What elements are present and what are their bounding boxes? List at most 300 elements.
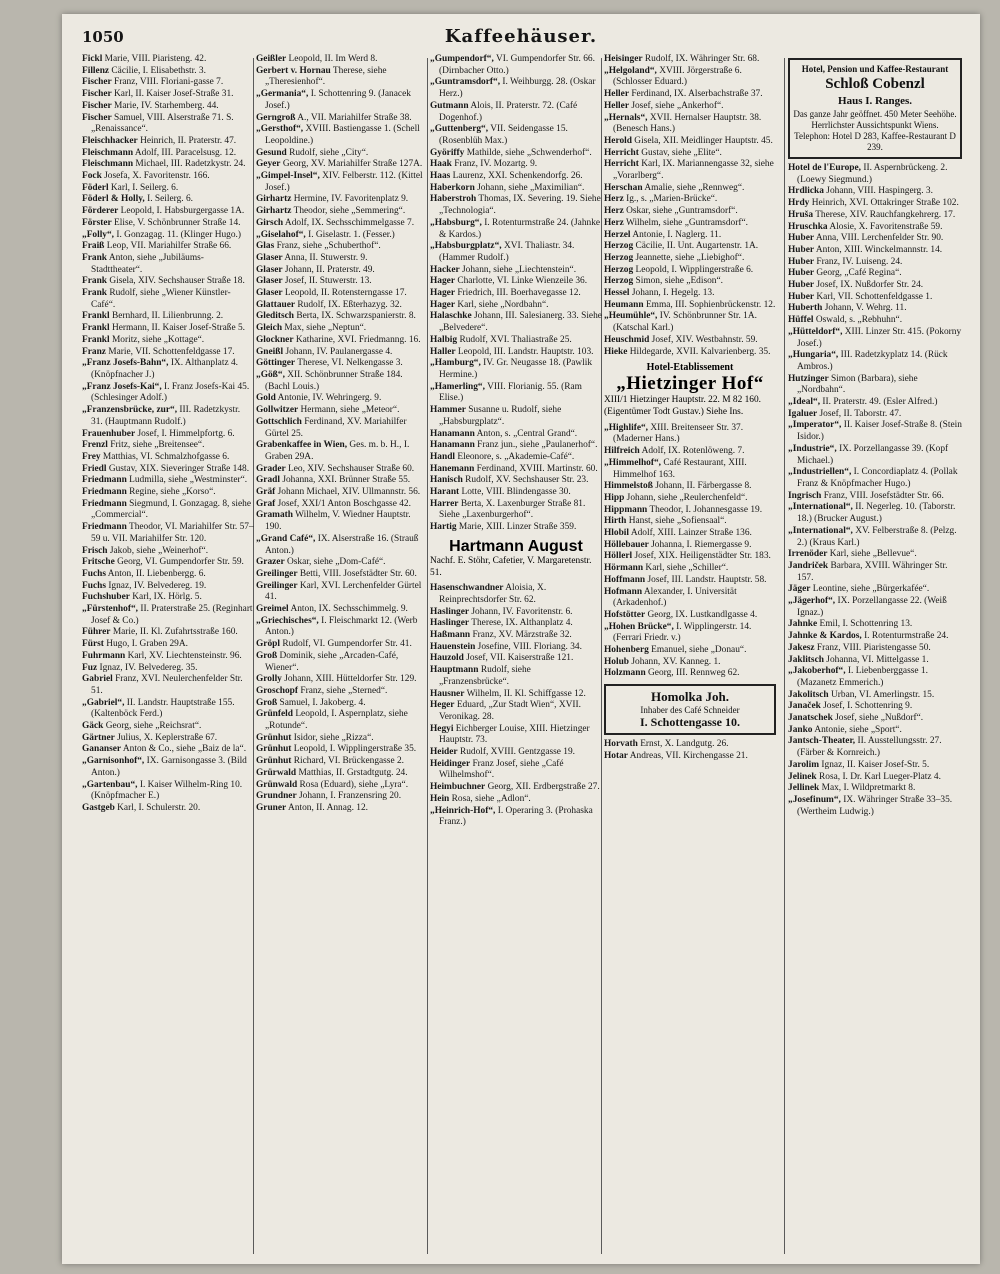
directory-entry bbox=[604, 751, 776, 763]
directory-entry bbox=[430, 759, 602, 782]
hartmann-advertisement bbox=[430, 538, 602, 579]
entry-details: Antonie, IV. Wehringerg. 9. bbox=[277, 393, 382, 404]
entry-details: I. Weihburgg. 28. (Oskar Herz.) bbox=[439, 77, 596, 100]
entry-name: Handl bbox=[430, 451, 456, 462]
directory-entry bbox=[788, 584, 962, 596]
entry-name: Hein bbox=[430, 793, 450, 804]
entry-details: Johann, XV. Kanneg. 1. bbox=[631, 656, 721, 667]
page-header bbox=[62, 14, 980, 54]
entry-name: Friedmann bbox=[82, 498, 127, 509]
entry-details: I. Schottenring 9. (Janacek Josef.) bbox=[265, 89, 411, 111]
ad-heading: Schloß Cobenzl bbox=[825, 76, 925, 92]
entry-name: Hanamann bbox=[430, 428, 475, 439]
entry-name: Frauenhuber bbox=[82, 428, 136, 439]
entry-name: Gold bbox=[256, 393, 276, 404]
entry-details: VIII. Florianig. 55. (Ram Elise.) bbox=[439, 381, 582, 404]
directory-entry bbox=[256, 370, 428, 393]
directory-entry bbox=[788, 374, 962, 397]
entry-details: Gisela, XIV. Sechshauser Straße 18. bbox=[109, 276, 245, 287]
ad-line: Inhaber des Café Schneider bbox=[640, 705, 740, 716]
entry-name: Harrer bbox=[430, 498, 459, 509]
entry-details: Josef, III. Landstr. Hauptstr. 58. bbox=[647, 574, 767, 585]
directory-entry bbox=[788, 327, 962, 350]
directory-entry bbox=[256, 253, 428, 265]
ad-line: Haus I. Ranges. bbox=[838, 95, 912, 107]
entry-name: Gräf bbox=[256, 487, 276, 498]
entry-name: „Hohen Brücke“, bbox=[604, 621, 674, 632]
entry-details: Anna, VIII. Lerchenfelder Str. 90. bbox=[815, 233, 944, 244]
entry-name: Hilfreich bbox=[604, 446, 640, 457]
entry-name: Herzog bbox=[604, 241, 634, 252]
directory-entry bbox=[82, 382, 254, 405]
entry-details: Friedrich, III. Boerhavegasse 12. bbox=[457, 288, 581, 299]
directory-entry bbox=[788, 713, 962, 725]
entry-details: Johann, III. Salesianerg. 33. Siehe „Belvedere“. bbox=[439, 311, 602, 334]
entry-name: Fock bbox=[82, 171, 102, 182]
directory-entry bbox=[604, 113, 776, 136]
entry-details: Josef, II. Stuwerstr. 13. bbox=[284, 276, 372, 287]
directory-entry bbox=[256, 218, 428, 230]
directory-entry bbox=[430, 300, 602, 312]
entry-name: Hutzinger bbox=[788, 373, 829, 384]
entry-details: Johann, XIII. Hütteldorfer Str. 129. bbox=[284, 674, 417, 685]
entry-details: Franz, XVI. Neulerchenfelder Str. 51. bbox=[91, 674, 243, 696]
entry-name: Gabriel bbox=[82, 674, 113, 685]
directory-entry bbox=[82, 113, 254, 136]
page-number: 1050 bbox=[82, 28, 124, 46]
entry-details: Franz, IV. Luiseng. 24. bbox=[816, 256, 903, 267]
entry-details: Katharine, XVI. Friedmanng. 16. bbox=[295, 334, 421, 345]
entry-details: Hermann, II. Kaiser Josef-Straße 5. bbox=[111, 323, 245, 334]
directory-entry bbox=[604, 183, 776, 195]
directory-entry bbox=[430, 583, 602, 606]
entry-name: Franz bbox=[82, 346, 106, 357]
entry-details: Anna, II. Stuwerstr. 9. bbox=[284, 252, 368, 263]
entry-details: Betti, VIII. Josefstädter Str. 60. bbox=[299, 568, 417, 579]
entry-details: Therese, siehe „Theresienhof“. bbox=[265, 65, 387, 88]
entry-name: Girsch bbox=[256, 217, 284, 228]
directory-entry bbox=[604, 194, 776, 206]
directory-entry bbox=[604, 253, 776, 265]
entry-name: Glockner bbox=[256, 334, 294, 345]
entry-name: Huber bbox=[788, 280, 815, 291]
entry-name: Hauptmann bbox=[430, 665, 479, 676]
directory-entry bbox=[788, 315, 962, 327]
entry-details: I. Operaring 3. (Prohaska Franz.) bbox=[439, 805, 593, 828]
entry-name: Haslinger bbox=[430, 618, 470, 629]
entry-details: IX. Porzellangasse 39. (Kopf Michael.) bbox=[797, 443, 949, 466]
directory-entry bbox=[82, 604, 254, 627]
entry-details: Rosa, I. Dr. Karl Lueger-Platz 4. bbox=[819, 771, 941, 782]
entry-details: Hanst, siehe „Sofiensaal“. bbox=[628, 516, 727, 527]
entry-name: Hörmann bbox=[604, 563, 644, 574]
directory-entry bbox=[604, 610, 776, 622]
directory-entry bbox=[256, 475, 428, 487]
entry-details: XIII. Breitenseer Str. 37. (Maderner Hans.) bbox=[613, 422, 744, 445]
entry-name: Frankl bbox=[82, 334, 110, 345]
ad-body: XIII/1 Hietzinger Hauptstr. 22. M 82 160. (Eigentümer Todt Gustav.) Siehe Ins. bbox=[604, 395, 762, 417]
entry-name: Holzmann bbox=[604, 668, 646, 679]
entry-details: Mathilde, siehe „Schwenderhof“. bbox=[466, 147, 592, 158]
entry-details: Theodor, siehe „Semmering“. bbox=[293, 206, 406, 217]
directory-entry bbox=[604, 136, 776, 148]
entry-name: Herzog bbox=[604, 264, 634, 275]
directory-entry bbox=[604, 159, 776, 182]
entry-name: Hohenberg bbox=[604, 645, 649, 656]
entry-name: Fickl bbox=[82, 54, 103, 64]
entry-name: Glattauer bbox=[256, 299, 296, 310]
entry-details: Rudolf, XVIII. Gentzgasse 19. bbox=[459, 747, 576, 758]
entry-name: „Highlife“, bbox=[604, 422, 649, 433]
directory-entry bbox=[430, 77, 602, 100]
entry-name: „Franz Josefs-Bahn“, bbox=[82, 358, 169, 369]
entry-details: I. Kaiser Wilhelm-Ring 10. (Knöpfmacher E.) bbox=[91, 779, 243, 802]
directory-entry bbox=[82, 674, 254, 697]
entry-details: I. Seilerg. 6. bbox=[147, 194, 194, 205]
directory-entry bbox=[604, 423, 776, 446]
directory-entry bbox=[430, 171, 602, 183]
entry-details: Matthias, II. Grstadtgutg. 24. bbox=[298, 767, 408, 778]
directory-entry bbox=[82, 136, 254, 148]
entry-details: Johann Michael, XIV. Ullmannstr. 56. bbox=[277, 487, 421, 498]
entry-name: Jahnke bbox=[788, 619, 818, 630]
directory-entry bbox=[82, 733, 254, 745]
entry-name: Frankl bbox=[82, 311, 110, 322]
entry-name: Gradl bbox=[256, 475, 280, 486]
directory-entry bbox=[430, 54, 602, 77]
entry-name: „International“, bbox=[788, 502, 853, 513]
directory-entry bbox=[788, 491, 962, 503]
entry-name: Fleischmann bbox=[82, 147, 134, 158]
directory-entry bbox=[82, 66, 254, 78]
directory-entry bbox=[82, 499, 254, 522]
directory-entry bbox=[788, 643, 962, 655]
entry-name: Gesund bbox=[256, 147, 287, 158]
entry-details: Cäcilie, II. Unt. Augartenstr. 1A. bbox=[635, 241, 759, 252]
directory-entry bbox=[256, 393, 428, 405]
entry-name: Herold bbox=[604, 135, 632, 146]
entry-details: Johann, V. Wehrg. 11. bbox=[824, 303, 907, 314]
entry-details: Charlotte, VI. Linke Wienzeile 36. bbox=[457, 276, 588, 287]
directory-entry bbox=[788, 444, 962, 467]
entry-details: Georg, XV. Mariahilfer Straße 127A. bbox=[282, 159, 423, 170]
entry-name: Grünfeld bbox=[256, 709, 293, 720]
entry-name: Hipp bbox=[604, 492, 625, 503]
entry-details: Josef, siehe „Ankerhof“. bbox=[631, 100, 724, 111]
entry-details: Adolf, XIII. Lainzer Straße 136. bbox=[630, 528, 752, 539]
entry-details: XIII. Linzer Str. 415. (Pokorny Josef.) bbox=[797, 326, 962, 349]
entry-details: Johann, siehe „Maximilian“. bbox=[477, 182, 585, 193]
directory-entry bbox=[788, 210, 962, 222]
entry-details: XVIII. Bastiengasse 1. (Schell Leopoldine.) bbox=[265, 124, 420, 146]
directory-entry bbox=[788, 736, 962, 759]
directory-entry bbox=[256, 487, 428, 499]
entry-details: Karl, II. Kaiser Josef-Straße 31. bbox=[114, 89, 234, 100]
entry-details: Josef, VII. Kaiserstraße 121. bbox=[466, 653, 574, 664]
entry-details: Rudolf, siehe „Franzensbrücke“. bbox=[439, 665, 531, 687]
entry-details: XVI. Thaliastr. 34. (Hammer Rudolf.) bbox=[439, 241, 575, 263]
entry-name: Föderl bbox=[82, 182, 109, 193]
entry-name: Gottschlich bbox=[256, 416, 302, 427]
entry-name: Heuschmid bbox=[604, 334, 650, 345]
entry-name: Jandriček bbox=[788, 560, 829, 571]
entry-name: „Hungaria“, bbox=[788, 350, 839, 361]
entry-name: Fuchs bbox=[82, 568, 106, 579]
directory-entry bbox=[604, 668, 776, 680]
entry-details: Karl, VII. Schottenfeldgasse 1. bbox=[816, 291, 933, 302]
entry-name: Huber bbox=[788, 291, 815, 302]
directory-entry bbox=[256, 686, 428, 698]
entry-details: Amalie, siehe „Rennweg“. bbox=[644, 182, 745, 193]
directory-entry bbox=[256, 709, 428, 732]
entry-details: Max, siehe „Neptun“. bbox=[284, 323, 367, 334]
directory-entry bbox=[430, 382, 602, 405]
directory-entry bbox=[256, 604, 428, 616]
directory-entry bbox=[430, 335, 602, 347]
entry-details: Gisela, XII. Meidlinger Hauptstr. 45. bbox=[634, 135, 773, 146]
directory-entry bbox=[430, 607, 602, 619]
directory-entry bbox=[430, 311, 602, 334]
entry-name: Horvath bbox=[604, 739, 638, 750]
entry-name: Holub bbox=[604, 656, 630, 667]
entry-name: Huber bbox=[788, 256, 815, 267]
entry-details: I. Rotenturmstraße 24. bbox=[864, 631, 949, 642]
entry-name: „Heumühle“, bbox=[604, 311, 658, 322]
entry-name: Herz bbox=[604, 194, 624, 205]
directory-entry bbox=[604, 66, 776, 89]
entry-details: XV. Felberstraße 8. (Pelzg. 2.) (Kraus Karl.) bbox=[797, 525, 957, 548]
entry-name: Fürst bbox=[82, 639, 104, 650]
directory-entry bbox=[82, 464, 254, 476]
entry-details: Johann, IV. Paulanergasse 4. bbox=[285, 346, 393, 357]
entry-details: Leop, VII. Mariahilfer Straße 66. bbox=[106, 241, 232, 252]
directory-entry bbox=[256, 148, 428, 160]
entry-details: Oswald, s. „Rebhuhn“. bbox=[815, 315, 903, 326]
directory-column-2 bbox=[256, 54, 428, 1254]
entry-name: Jellinek bbox=[788, 783, 820, 794]
directory-entry bbox=[604, 276, 776, 288]
directory-entry bbox=[82, 780, 254, 803]
ad-heading: Hartmann August bbox=[449, 537, 583, 555]
entry-details: Leopold, III. Landstr. Hauptstr. 103. bbox=[457, 346, 594, 357]
directory-entry bbox=[82, 546, 254, 558]
entry-name: Herschan bbox=[604, 182, 643, 193]
entry-details: Karl, XVI. Lerchenfelder Gürtel 41. bbox=[265, 580, 422, 603]
entry-name: Herricht bbox=[604, 159, 639, 170]
page-title: Kaffeehäuser. bbox=[444, 26, 598, 47]
entry-details: Josef, IX. Nußdorfer Str. 24. bbox=[816, 280, 924, 291]
directory-entry bbox=[256, 206, 428, 218]
entry-details: Karl, I. Schulerstr. 20. bbox=[117, 803, 201, 813]
entry-name: „International“, bbox=[788, 525, 853, 536]
directory-entry bbox=[604, 265, 776, 277]
directory-entry bbox=[604, 563, 776, 575]
directory-entry bbox=[256, 311, 428, 323]
entry-details: I. Giselastr. 1. (Fesser.) bbox=[308, 229, 395, 240]
entry-name: Hirth bbox=[604, 516, 627, 527]
entry-name: Geyer bbox=[256, 159, 281, 170]
entry-details: Anton & Co., siehe „Baiz de la“. bbox=[122, 744, 247, 755]
entry-details: IV. Gr. Neugasse 18. (Pawlik Hermine.) bbox=[439, 358, 593, 380]
directory-entry bbox=[256, 323, 428, 335]
entry-name: Frey bbox=[82, 451, 101, 462]
directory-entry bbox=[256, 581, 428, 604]
directory-entry bbox=[82, 335, 254, 347]
entry-details: Georg, XII. Erdbergstraße 27. bbox=[487, 782, 600, 793]
entry-name: Hieke bbox=[604, 346, 628, 357]
entry-details: Josef, XXI/1 Anton Boschgasse 42. bbox=[277, 498, 411, 509]
entry-name: Frank bbox=[82, 276, 108, 287]
entry-details: Leopold, II. Im Werd 8. bbox=[288, 54, 378, 64]
entry-name: Fuhrmann bbox=[82, 650, 126, 661]
entry-name: „Gartenbau“, bbox=[82, 779, 138, 790]
directory-entry bbox=[82, 171, 254, 183]
entry-name: Hofmann bbox=[604, 586, 643, 597]
entry-name: Hanemann bbox=[430, 463, 475, 474]
entry-name: Fillenz bbox=[82, 65, 110, 76]
entry-name: Höllerl bbox=[604, 551, 633, 562]
entry-details: Simon, siehe „Edison“. bbox=[635, 276, 723, 287]
directory-entry bbox=[256, 405, 428, 417]
entry-name: Frankl bbox=[82, 323, 110, 334]
entry-name: Gröpl bbox=[256, 639, 280, 650]
hietzinger-hof-advertisement bbox=[604, 362, 776, 418]
directory-entry bbox=[604, 657, 776, 669]
directory-entry bbox=[788, 725, 962, 737]
entry-details: Karl, XV. Liechtensteinstr. 96. bbox=[127, 650, 242, 661]
entry-name: Fischer bbox=[82, 112, 112, 123]
entry-name: Haller bbox=[430, 346, 456, 357]
entry-details: Therese, VI. Nelkengasse 3. bbox=[297, 358, 403, 369]
entry-name: Herz bbox=[604, 206, 624, 217]
directory-entry bbox=[604, 551, 776, 563]
entry-details: Karl, siehe „Nordbahn“. bbox=[457, 299, 549, 310]
directory-entry bbox=[82, 288, 254, 311]
entry-name: „Jägerhof“, bbox=[788, 596, 836, 607]
entry-details: Adolf, III. Paracelsusg. 12. bbox=[134, 147, 237, 158]
directory-entry bbox=[256, 347, 428, 359]
directory-entry bbox=[82, 475, 254, 487]
entry-name: Hlobil bbox=[604, 528, 630, 539]
directory-entry bbox=[256, 171, 428, 194]
entry-name: Hanamann bbox=[430, 440, 475, 451]
entry-details: Johann, VIII. Haspingerg. 3. bbox=[826, 186, 933, 197]
entry-name: Fuchshuber bbox=[82, 592, 130, 603]
directory-entry bbox=[82, 651, 254, 663]
entry-name: Jahnke & Kardos, bbox=[788, 631, 862, 642]
entry-name: „Jakoberhof“, bbox=[788, 666, 846, 677]
entry-details: Georg, IX. Lustkandlgasse 4. bbox=[647, 609, 758, 620]
entry-name: Huber bbox=[788, 244, 815, 255]
entry-name: Groß bbox=[256, 650, 278, 661]
entry-name: Heumann bbox=[604, 299, 644, 310]
directory-entry bbox=[788, 350, 962, 373]
entry-details: Fritz, siehe „Breitensee“. bbox=[110, 440, 205, 451]
directory-entry bbox=[788, 222, 962, 234]
entry-details: Heinrich, XVI. Ottakringer Straße 102. bbox=[811, 198, 959, 209]
directory-entry bbox=[256, 791, 428, 803]
directory-entry bbox=[82, 77, 254, 89]
entry-name: Gäck bbox=[82, 721, 104, 732]
directory-entry bbox=[82, 276, 254, 288]
entry-name: „Grand Café“, bbox=[256, 533, 316, 544]
directory-entry bbox=[788, 303, 962, 315]
entry-details: Anton, IX. Sechsschimmelg. 9. bbox=[290, 604, 408, 615]
entry-details: Josef, siehe „Nußdorf“. bbox=[835, 713, 924, 724]
entry-name: Friedl bbox=[82, 463, 107, 474]
entry-name: Hofstötter bbox=[604, 609, 646, 620]
entry-name: Huberth bbox=[788, 303, 823, 314]
entry-details: Karl, I. Seilerg. 6. bbox=[110, 182, 179, 193]
entry-details: Richard, VI. Brückengasse 2. bbox=[293, 756, 404, 767]
entry-name: „Gabriel“, bbox=[82, 697, 125, 708]
entry-details: I. Fleischmarkt 12. (Werb Anton.) bbox=[265, 615, 418, 638]
entry-name: Harant bbox=[430, 487, 460, 498]
directory-entry bbox=[256, 358, 428, 370]
entry-name: Heller bbox=[604, 89, 629, 100]
directory-entry bbox=[430, 630, 602, 642]
directory-entry bbox=[430, 194, 602, 217]
entry-details: Berta, IX. Schwarzspanierstr. 8. bbox=[296, 311, 416, 322]
entry-details: Franz, VIII. Josefstädter Str. 66. bbox=[823, 490, 944, 501]
entry-details: Wilhelm, siehe „Guntramsdorf“. bbox=[625, 217, 748, 228]
directory-entry bbox=[788, 420, 962, 443]
entry-details: Anton, II. Liebenbergg. 6. bbox=[107, 568, 206, 579]
entry-details: Rudolf, VI. Gumpendorfer Str. 41. bbox=[282, 639, 412, 650]
entry-name: Jelinek bbox=[788, 771, 817, 782]
directory-entry bbox=[82, 663, 254, 675]
directory-column-1 bbox=[82, 54, 254, 1254]
directory-entry bbox=[82, 721, 254, 733]
directory-entry bbox=[604, 528, 776, 540]
entry-name: Haberstroh bbox=[430, 194, 477, 205]
entry-details: Oskar, siehe „Guntramsdorf“. bbox=[626, 206, 738, 217]
entry-details: Karl, siehe „Schiller“. bbox=[645, 563, 729, 574]
directory-entry bbox=[82, 581, 254, 593]
entry-details: I. Franz Josefs-Kai 45. (Schlesinger Adolf.) bbox=[91, 381, 250, 404]
directory-entry bbox=[82, 183, 254, 195]
entry-details: Eleonore, s. „Akademie-Café“. bbox=[457, 451, 575, 462]
entry-details: IX. Althanplatz 4. (Knöpfnacher J.) bbox=[91, 358, 238, 380]
entry-name: Herzel bbox=[604, 229, 631, 240]
entry-details: A., VII. Mariahilfer Straße 38. bbox=[297, 112, 412, 123]
entry-name: Hoffmann bbox=[604, 574, 646, 585]
directory-entry bbox=[604, 335, 776, 347]
entry-details: Johann, siehe „Reulerchenfeld“. bbox=[626, 492, 748, 503]
directory-entry bbox=[256, 288, 428, 300]
entry-details: I. Concordiaplatz 4. (Pollak Franz & Knöpfmacher Hugo.) bbox=[797, 467, 958, 489]
entry-name: „Gersthof“, bbox=[256, 124, 304, 135]
entry-details: Anton, siehe „Jubiläums-Stadttheater“. bbox=[91, 252, 204, 275]
directory-entry bbox=[788, 783, 962, 795]
entry-details: VI. Gumpendorfer Str. 66. (Dirnbacher Otto.) bbox=[439, 54, 595, 76]
entry-name: Fischer bbox=[82, 89, 112, 100]
entry-name: Haberkorn bbox=[430, 182, 475, 193]
directory-entry bbox=[82, 206, 254, 218]
entry-name: Jakesz bbox=[788, 642, 815, 653]
directory-entry bbox=[82, 569, 254, 581]
entry-name: Graf bbox=[256, 498, 276, 509]
directory-entry bbox=[82, 194, 254, 206]
entry-name: „Gumpendorf“, bbox=[430, 54, 494, 64]
directory-entry bbox=[256, 616, 428, 639]
entry-name: Hotel de l'Europe, bbox=[788, 163, 862, 173]
directory-entry bbox=[604, 505, 776, 517]
entry-name: Grürwald bbox=[256, 767, 297, 778]
entry-name: Grundner bbox=[256, 791, 297, 802]
entry-name: Hasenschwandner bbox=[430, 583, 504, 594]
entry-details: Ferdinand, IX. Alserbachstraße 37. bbox=[631, 89, 763, 100]
